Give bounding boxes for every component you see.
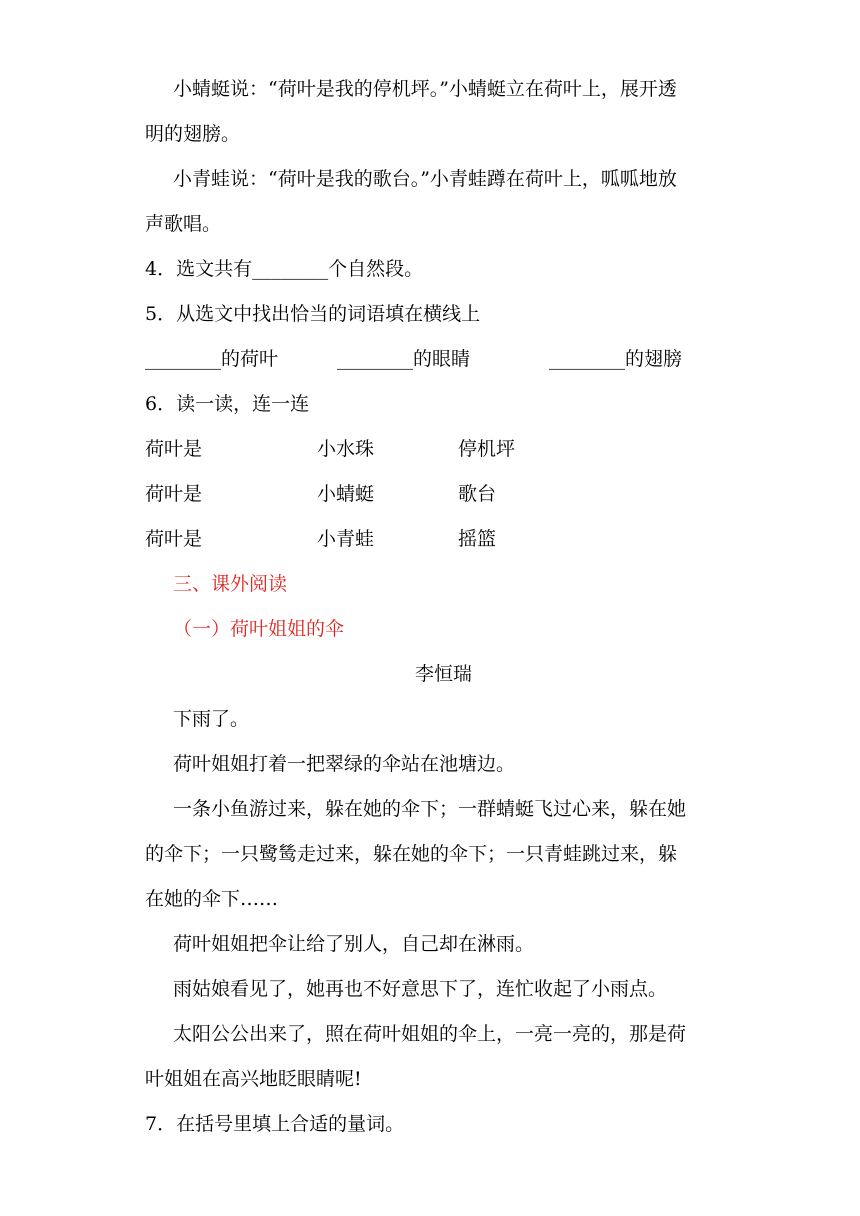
question-6: 6．读一读，连一连 xyxy=(145,393,310,415)
q5-blank-2: ________的眼睛 xyxy=(337,348,471,370)
question-7: 7．在括号里填上合适的量词。 xyxy=(145,1113,405,1135)
q5-blank-3: ________的翅膀 xyxy=(549,348,683,370)
passage-a-paragraph-2-line-1: 小青蛙说：“荷叶是我的歌台。”小青蛙蹲在荷叶上，呱呱地放 xyxy=(173,168,677,190)
q6-row-1-col-1: 荷叶是 xyxy=(145,438,203,460)
q5-blank-1: ________的荷叶 xyxy=(145,348,279,370)
question-4: 4．选文共有________个自然段。 xyxy=(145,258,424,280)
q6-row-3-col-2: 小青蛙 xyxy=(317,528,375,550)
q6-row-2-col-3: 歌台 xyxy=(458,483,497,505)
passage-b-paragraph-6-line-1: 太阳公公出来了，照在荷叶姐姐的伞上，一亮一亮的，那是荷 xyxy=(173,1023,687,1045)
q6-row-3-col-3: 摇篮 xyxy=(458,528,497,550)
passage-b-paragraph-6-line-2: 叶姐姐在高兴地眨眼睛呢! xyxy=(145,1068,362,1090)
passage-a-paragraph-1-line-2: 明的翅膀。 xyxy=(145,123,241,145)
passage-a-paragraph-2-line-2: 声歌唱。 xyxy=(145,213,222,235)
section-3-subheading: （一）荷叶姐姐的伞 xyxy=(173,618,345,640)
passage-b-paragraph-2: 荷叶姐姐打着一把翠绿的伞站在池塘边。 xyxy=(173,753,516,775)
passage-b-paragraph-3-line-2: 的伞下；一只鹭鸶走过来，躲在她的伞下；一只青蛙跳过来，躲 xyxy=(145,843,678,865)
passage-author: 李恒瑞 xyxy=(415,663,473,685)
section-3-heading: 三、课外阅读 xyxy=(173,573,288,595)
passage-b-paragraph-4: 荷叶姐姐把伞让给了别人，自己却在淋雨。 xyxy=(173,933,535,955)
q6-row-2-col-1: 荷叶是 xyxy=(145,483,203,505)
passage-b-paragraph-3-line-3: 在她的伞下…… xyxy=(145,888,279,910)
q6-row-1-col-2: 小水珠 xyxy=(317,438,375,460)
passage-b-paragraph-5: 雨姑娘看见了，她再也不好意思下了，连忙收起了小雨点。 xyxy=(173,978,668,1000)
passage-a-paragraph-1-line-1: 小蜻蜓说：“荷叶是我的停机坪。”小蜻蜓立在荷叶上，展开透 xyxy=(173,78,677,100)
question-5: 5．从选文中找出恰当的词语填在横线上 xyxy=(145,303,481,325)
q6-row-2-col-2: 小蜻蜓 xyxy=(317,483,375,505)
q6-row-3-col-1: 荷叶是 xyxy=(145,528,203,550)
q6-row-1-col-3: 停机坪 xyxy=(458,438,516,460)
passage-b-paragraph-1: 下雨了。 xyxy=(173,708,250,730)
passage-b-paragraph-3-line-1: 一条小鱼游过来，躲在她的伞下；一群蜻蜓飞过心来，躲在她 xyxy=(173,798,687,820)
